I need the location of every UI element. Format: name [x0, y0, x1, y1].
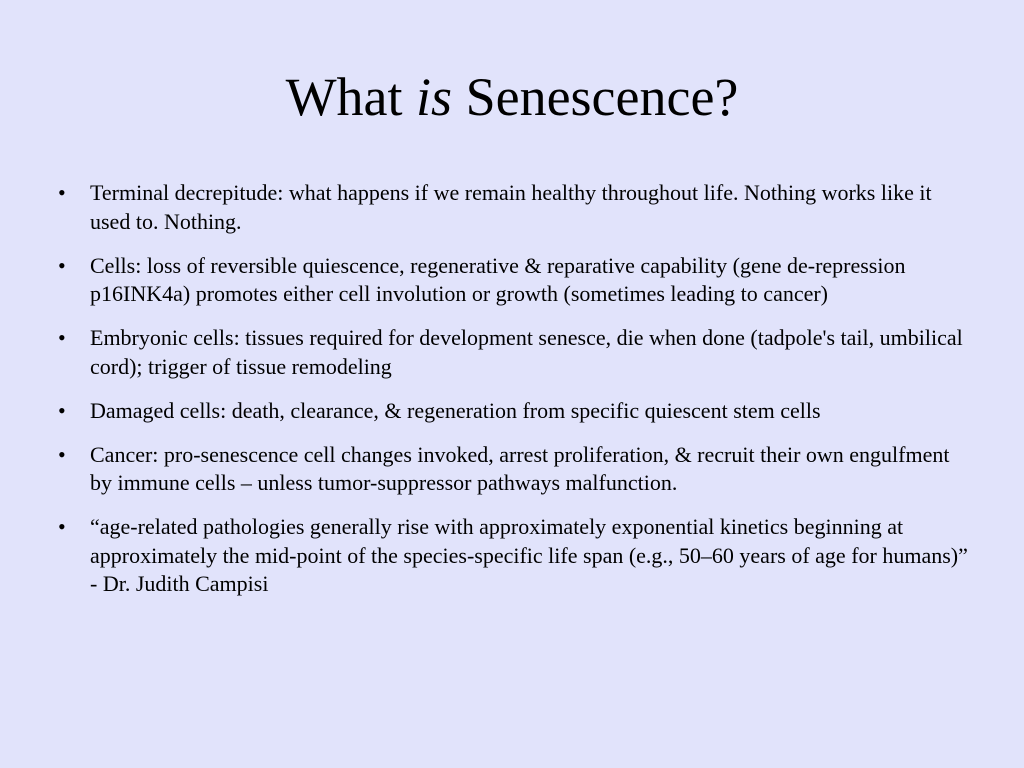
- bullet-item-campisi-quote: [58, 513, 970, 599]
- bullet-item-embryonic-cells: [58, 324, 970, 381]
- bullet-item-cancer: [58, 441, 970, 498]
- slide-title: [0, 62, 1024, 132]
- bullet-text: “age-related pathologies generally rise with approximately exponential kinetics beginning at approximately the mid-point of the species-specific life span (e.g., 50–60 years of age for humans)” - Dr. Judith Campisi: [90, 514, 968, 596]
- bullet-text: Cancer: pro-senescence cell changes invoked, arrest proliferation, & recruit their own engulfment by immune cells – unless tumor-suppressor pathways malfunction.: [90, 441, 950, 495]
- bullet-item-terminal-decrepitude: [58, 179, 970, 236]
- bullet-item-damaged-cells: [58, 397, 970, 426]
- bullet-text: Cells: loss of reversible quiescence, regenerative & reparative capability (gene de-repression p16INK4a) promotes either cell involution or growth (sometimes leading to cancer): [90, 252, 906, 306]
- bullet-marker: •: [58, 441, 66, 467]
- bullet-text: Terminal decrepitude: what happens if we remain healthy throughout life. Nothing works like it used to. Nothing.: [90, 180, 932, 234]
- slide-title-emphasis: is: [416, 67, 453, 127]
- bullet-marker: •: [58, 397, 66, 423]
- bullet-text: Embryonic cells: tissues required for development senesce, die when done (tadpole's tail, umbilical cord); trigger of tissue remodeling: [90, 325, 963, 379]
- bullet-marker: •: [58, 252, 66, 278]
- bullet-text: Damaged cells: death, clearance, & regeneration from specific quiescent stem cells: [90, 397, 821, 423]
- slide-title-start: What: [285, 67, 417, 127]
- bullet-list: [58, 179, 970, 614]
- slide-title-end: Senescence?: [452, 67, 739, 127]
- bullet-marker: •: [58, 325, 66, 350]
- bullet-marker: •: [58, 514, 66, 539]
- bullet-item-cells: [58, 252, 970, 309]
- bullet-marker: •: [58, 180, 66, 205]
